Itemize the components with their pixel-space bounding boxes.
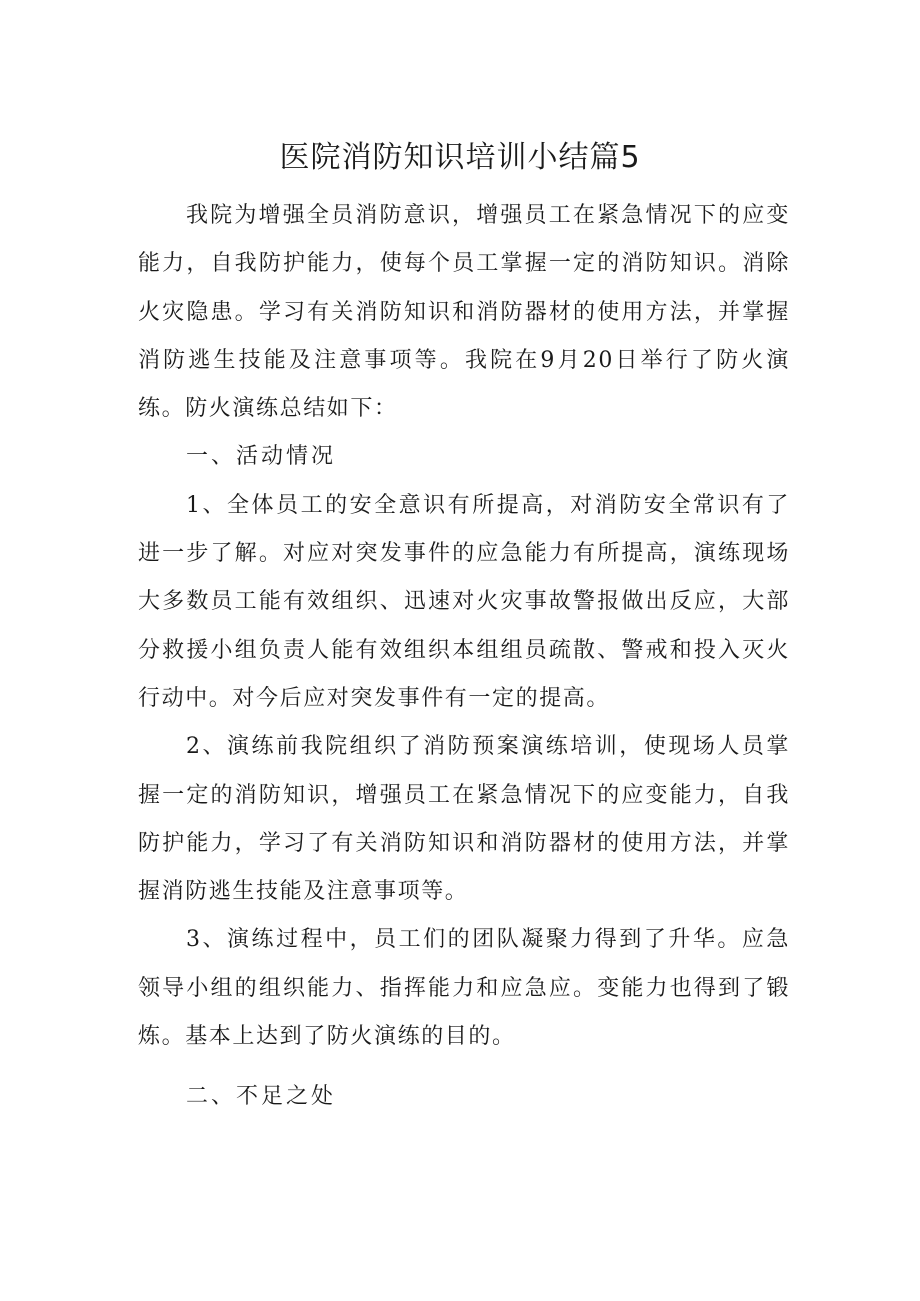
section-heading-shortcomings: 二、不足之处 (186, 1084, 337, 1110)
document-title: 医院消防知识培训小结篇5 (279, 140, 641, 175)
item-paragraph-2: 2、演练前我院组织了消防预案演练培训，使现场人员掌握一定的消防知识，增强员工在紧急情况下的应变能力，自我防护能力，学习了有关消防知识和消防器材的使用方法，并掌握消防逃生技能及注意事项等。 (138, 734, 790, 905)
intro-paragraph: 我院为增强全员消防意识，增强员工在紧急情况下的应变能力，自我防护能力，使每个员工掌握一定的消防知识。消除火灾隐患。学习有关消防知识和消防器材的使用方法，并掌握消防逃生技能及注意事项等。我院在9月20日举行了防火演练。防火演练总结如下： (138, 203, 790, 422)
document-body (138, 192, 790, 1122)
item-paragraph-1: 1、全体员工的安全意识有所提高，对消防安全常识有了进一步了解。对应对突发事件的应急能力有所提高，演练现场大多数员工能有效组织、迅速对火灾事故警报做出反应，大部分救援小组负责人能有效组织本组组员疏散、警戒和投入灭火行动中。对今后应对突发事件有一定的提高。 (138, 492, 790, 711)
item-paragraph-3: 3、演练过程中，员工们的团队凝聚力得到了升华。应急领导小组的组织能力、指挥能力和应急应。变能力也得到了锻炼。基本上达到了防火演练的目的。 (138, 927, 790, 1050)
section-heading-activity: 一、活动情况 (186, 444, 337, 470)
